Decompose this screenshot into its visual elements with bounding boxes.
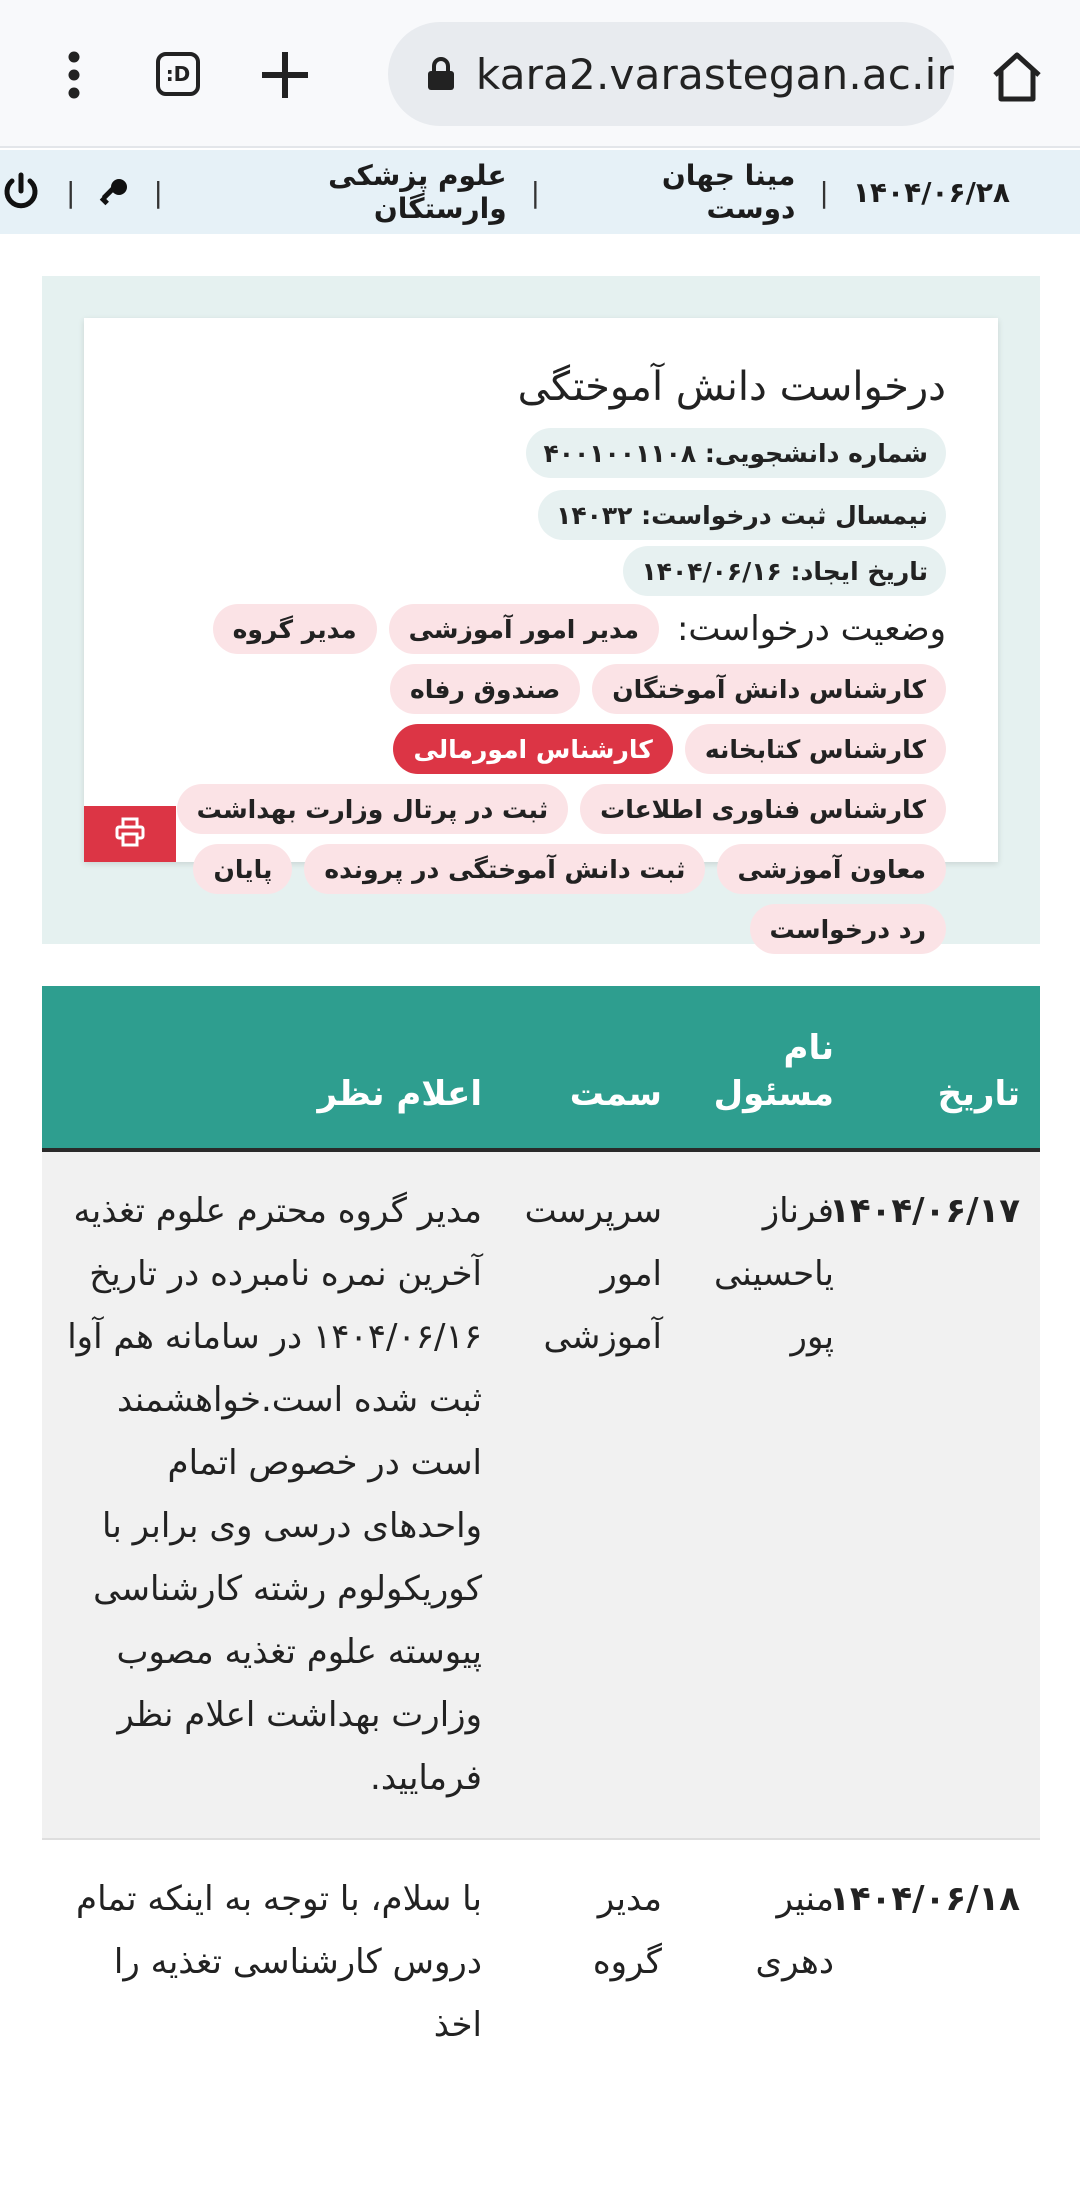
separator: | [153,175,163,209]
header-user-name: مینا جهان دوست [661,159,796,225]
column-header-name: نام مسئول [682,986,854,1150]
review-table [42,986,1040,2085]
status-pill-active: کارشناس امورمالی [393,724,672,774]
semester: نیمسال ثبت درخواست: ۱۴۰۳۲ [538,490,946,540]
status-pill: مدیر امور آموزشی [389,604,659,654]
row-role: سرپرست امور آموزشی [502,1150,682,1839]
status-label: وضعیت درخواست: [676,609,946,649]
table-row [42,1839,1040,2085]
student-number: شماره دانشجویی: ۴۰۰۱۰۰۱۱۰۸ [526,428,946,478]
row-date: ۱۴۰۴/۰۶/۱۸ [854,1839,1040,2085]
address-bar[interactable] [388,22,954,126]
status-pill: کارشناس دانش آموختگان [592,664,946,714]
row-comment: مدیر گروه محترم علوم تغذیه آخرین نمره نامبرده در تاریخ ۱۴۰۴/۰۶/۱۶ در سامانه هم آوا ثبت شده است.خواهشمند است در خصوص اتمام واحدهای درسی وی برابر با کوریکولوم رشته کارشناسی پیوسته علوم تغذیه مصوب وزارت بهداشت اعلام نظر فرمایید. [42,1150,502,1839]
separator: | [66,175,76,209]
status-pill: ثبت دانش آموختگی در پرونده [304,844,705,894]
tab-count-badge: :D [156,52,200,96]
status-pill: کارشناس فناوری اطلاعات [580,784,946,834]
status-pill: کارشناس کتابخانه [685,724,946,774]
status-pill: صندوق رفاه [390,664,580,714]
site-header [0,150,1080,234]
lock-icon [424,54,458,94]
header-date: ۱۴۰۴/۰۶/۲۸ [852,175,1010,209]
row-comment: با سلام، با توجه به اینکه تمام دروس کارشناسی تغذیه را اخذ [42,1839,502,2085]
key-icon[interactable] [99,177,129,207]
row-role: مدیر گروه [502,1839,682,2085]
status-pill: معاون آموزشی [717,844,946,894]
header-university: علوم پزشکی وارستگان [328,159,507,225]
separator: | [530,175,541,209]
separator: | [819,175,829,209]
url-text: kara2.varastegan.ac.ir [475,49,954,99]
status-list [124,604,946,954]
request-title: درخواست دانش آموختگی [517,364,946,410]
table-row [42,1150,1040,1839]
request-date-row [124,546,946,596]
tab-switcher-button[interactable] [148,44,208,104]
table-header-row [42,986,1040,1150]
home-icon[interactable] [980,40,1054,114]
print-button[interactable] [84,806,176,862]
column-header-role: سمت [502,986,682,1150]
status-pill: مدیر گروه [213,604,377,654]
new-tab-icon[interactable] [250,40,320,110]
status-pill: پایان [193,844,292,894]
more-options-icon[interactable] [44,40,104,110]
column-header-date: تاریخ [854,986,1040,1150]
browser-toolbar [0,0,1080,148]
request-info-row [124,428,946,540]
row-name: فرناز یاحسینی پور [682,1150,854,1839]
status-pill: رد درخواست [750,904,946,954]
power-icon[interactable] [0,171,42,213]
created-date: تاریخ ایجاد: ۱۴۰۴/۰۶/۱۶ [623,546,946,596]
row-date: ۱۴۰۴/۰۶/۱۷ [854,1150,1040,1839]
row-name: منیر دهری [682,1839,854,2085]
printer-icon [115,817,145,851]
request-card [84,318,998,944]
status-pill: ثبت در پرتال وزارت بهداشت [177,784,568,834]
column-header-comment: اعلام نظر [42,986,502,1150]
